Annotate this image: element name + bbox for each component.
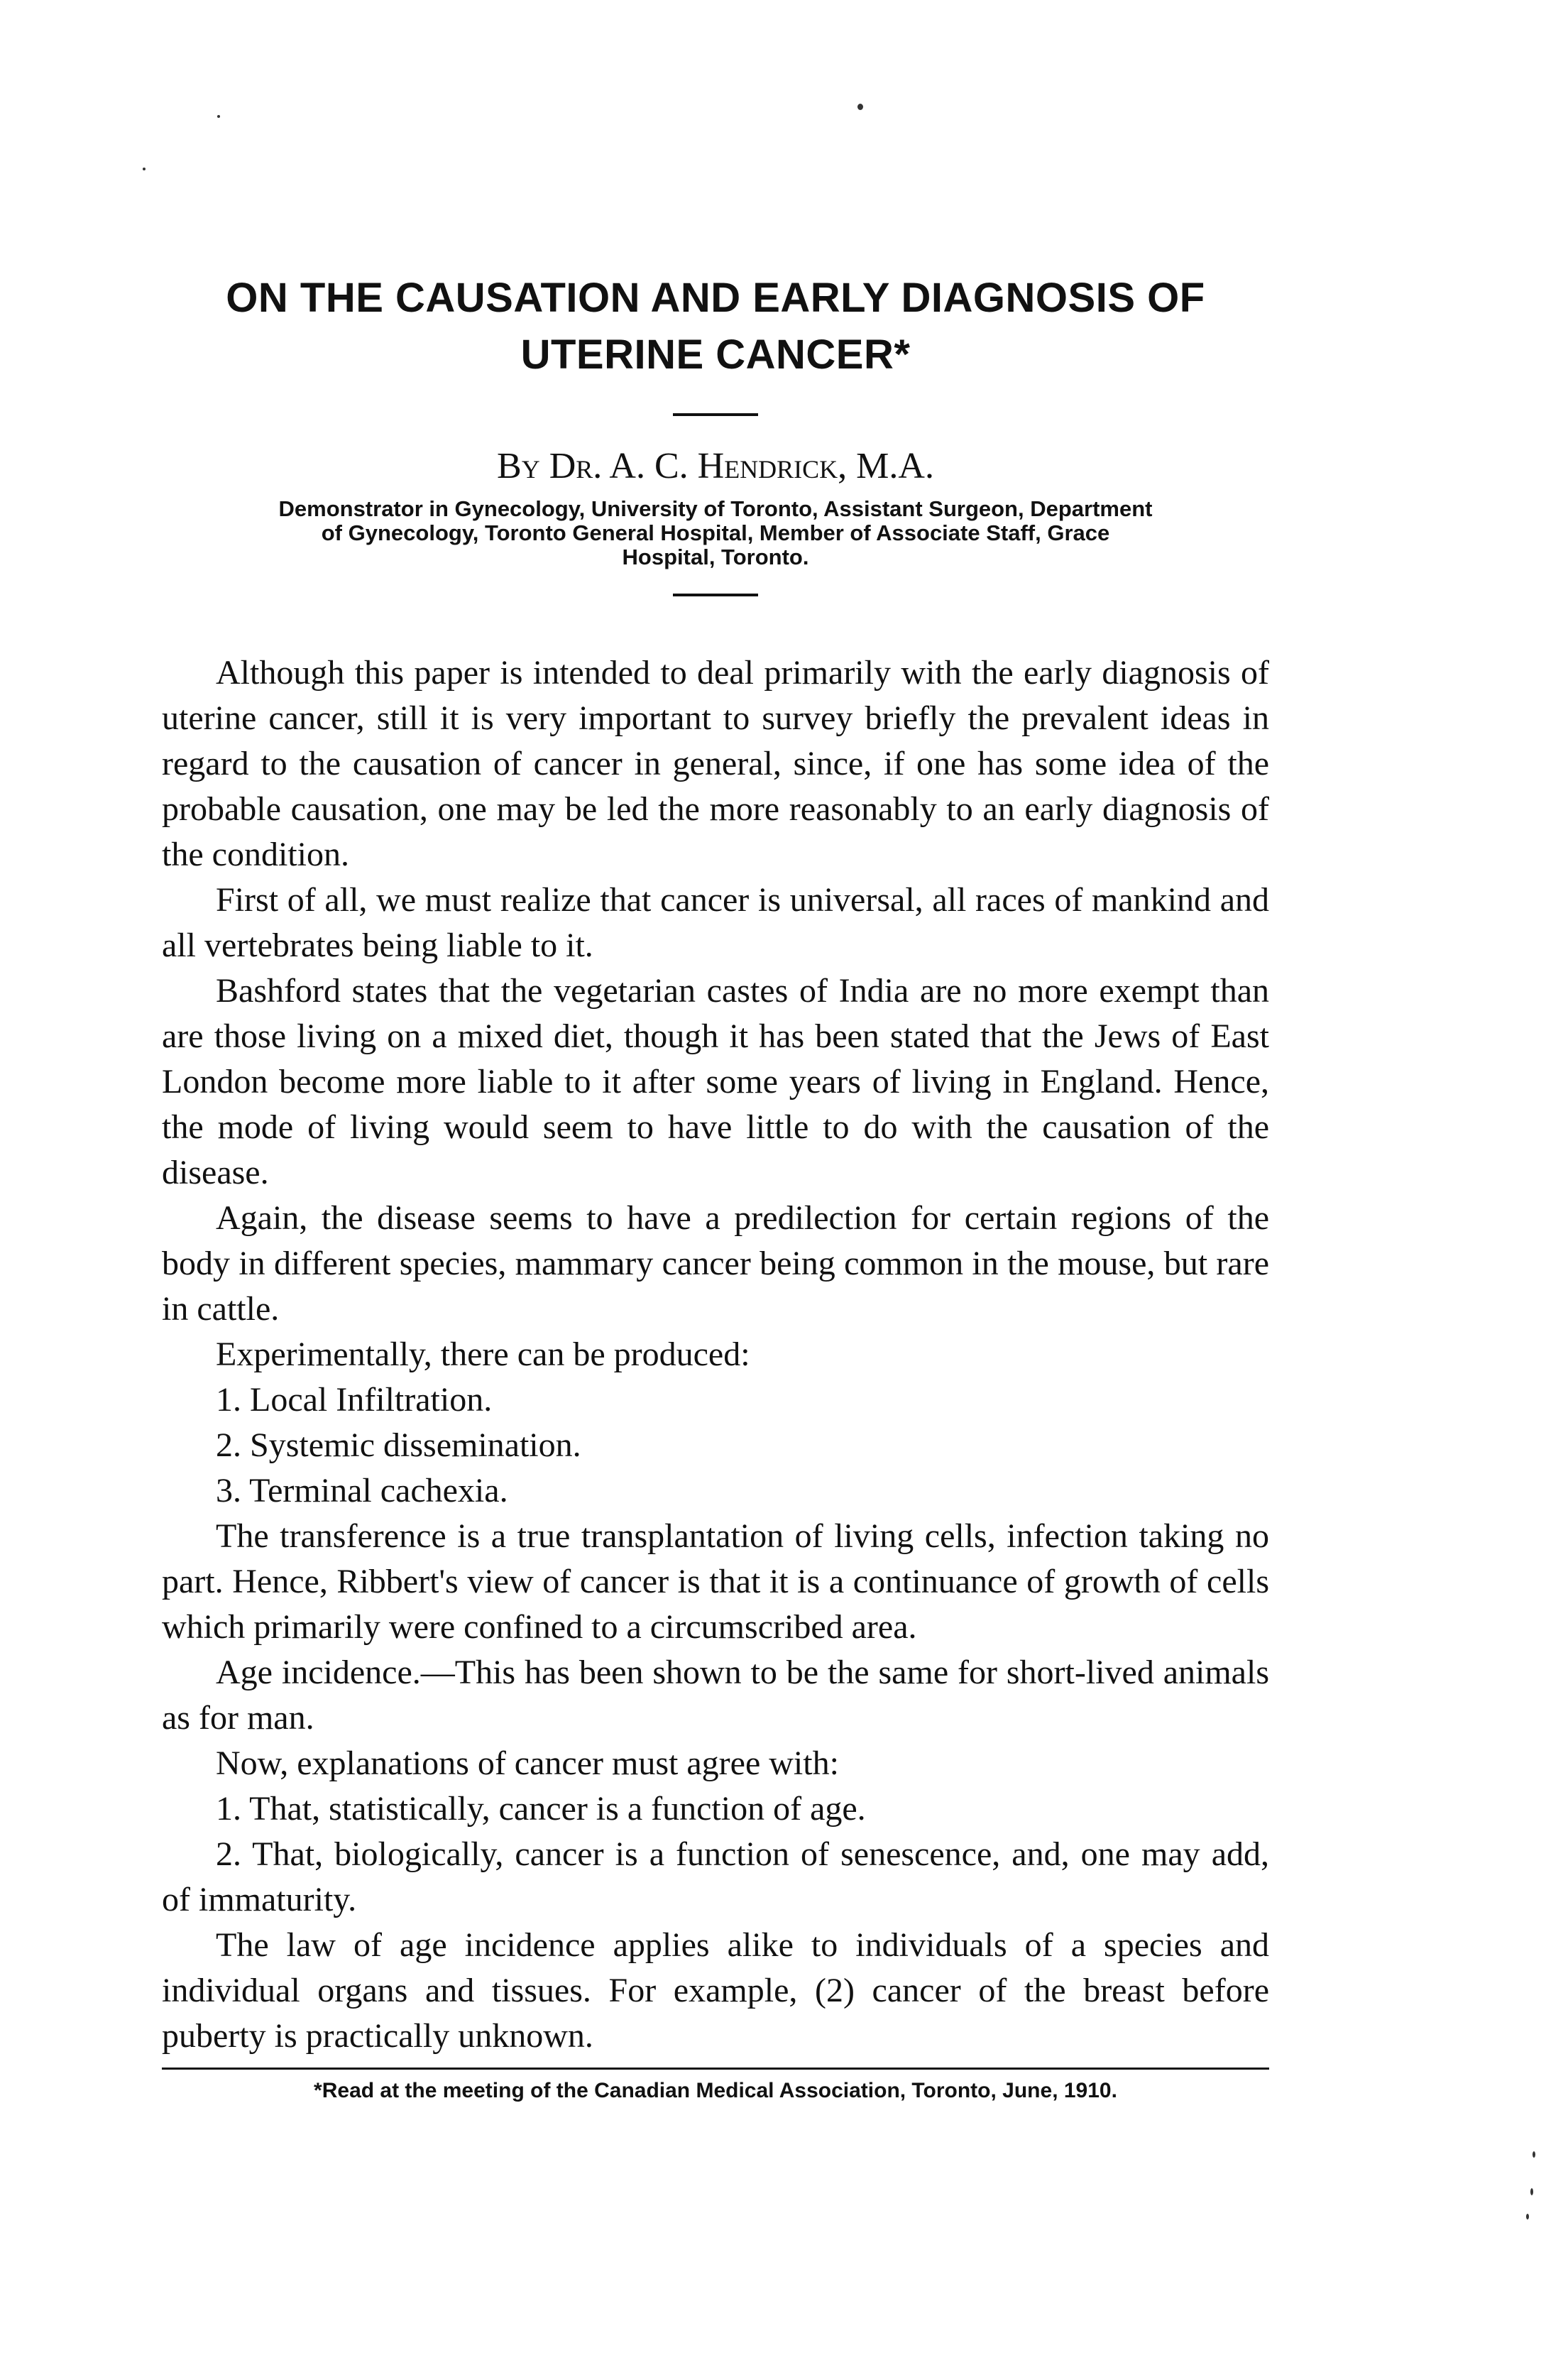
list-item: 1. That, statistically, cancer is a function of age.	[216, 1790, 866, 1828]
paragraph-universal: First of all, we must realize that cancer is universal, all races of mankind and all vertebrates being liable to it.	[162, 881, 1269, 964]
paragraph-bashford: Bashford states that the vegetarian castes of India are no more exempt than are those living on a mixed diet, though it has been stated that the Jews of East London become more liable to it after some years of living in England. Hence, the mode of living would seem to have little to do with the causation of the disease.	[162, 972, 1269, 1191]
list-item-wrapped: 2. That, biologically, cancer is a function of senescence, and, one may add, of immaturity.	[162, 1835, 1269, 1918]
footnote-divider	[162, 2068, 1269, 2070]
list-item: 1. Local Infiltration.	[216, 1381, 493, 1419]
list-item: 3. Terminal cachexia.	[216, 1472, 508, 1509]
footnote: *Read at the meeting of the Canadian Medical Association, Toronto, June, 1910.	[314, 2079, 1117, 2102]
scan-speck	[143, 168, 146, 170]
author-name: Dr. A. C. Hendrick, M.A.	[549, 446, 934, 486]
scan-speck	[1526, 2214, 1529, 2219]
paragraph-transference: The transference is a true transplantation of living cells, infection taking no part. Hence, Ribbert's view of cancer is that it is a continuance of growth of cells which primarily were confined to a circumscribed area.	[162, 1517, 1269, 1646]
scan-speck	[1533, 2151, 1535, 2158]
paragraph-predilection: Again, the disease seems to have a predilection for certain regions of the body in different species, mammary cancer being common in the mouse, but rare in cattle.	[162, 1199, 1269, 1328]
paragraph-explanations: Now, explanations of cancer must agree with:	[216, 1744, 839, 1782]
paragraph-law-of-age: The law of age incidence applies alike to individuals of a species and individual organs and tissues. For example, (2) cancer of the breast before puberty is practically unknown.	[162, 1926, 1269, 2055]
paragraph-intro: Although this paper is intended to deal primarily with the early diagnosis of uterine cancer, still it is very important to survey briefly the prevalent ideas in regard to the causation of cancer in general, since, if one has some idea of the probable causation, one may be led the more reasonably to an early diagnosis of the condition.	[162, 654, 1269, 873]
author-affiliation	[162, 497, 1269, 569]
paragraph-experimentally: Experimentally, there can be produced:	[216, 1336, 750, 1373]
affiliation-line-1: Demonstrator in Gynecology, University of Toronto, Assistant Surgeon, Department	[278, 496, 1153, 521]
affiliation-line-2: of Gynecology, Toronto General Hospital, Member of Associate Staff, Grace	[321, 520, 1110, 545]
list-item: 2. Systemic dissemination.	[216, 1426, 581, 1464]
article-body	[162, 650, 1269, 2059]
title-line-2: UTERINE CANCER*	[520, 332, 911, 378]
byline-prefix: By	[497, 446, 540, 486]
article-page	[162, 270, 1269, 2104]
title-line-1: ON THE CAUSATION AND EARLY DIAGNOSIS OF	[226, 275, 1205, 321]
scan-speck	[857, 104, 863, 110]
scan-speck	[1530, 2188, 1533, 2195]
author-byline	[162, 443, 1269, 490]
article-title	[162, 270, 1269, 383]
scan-speck	[217, 115, 220, 118]
affiliation-line-3: Hospital, Toronto.	[622, 545, 809, 569]
title-divider	[673, 413, 758, 416]
paragraph-age-incidence: Age incidence.—This has been shown to be the same for short-lived animals as for man.	[162, 1654, 1269, 1737]
byline-divider	[673, 594, 758, 596]
